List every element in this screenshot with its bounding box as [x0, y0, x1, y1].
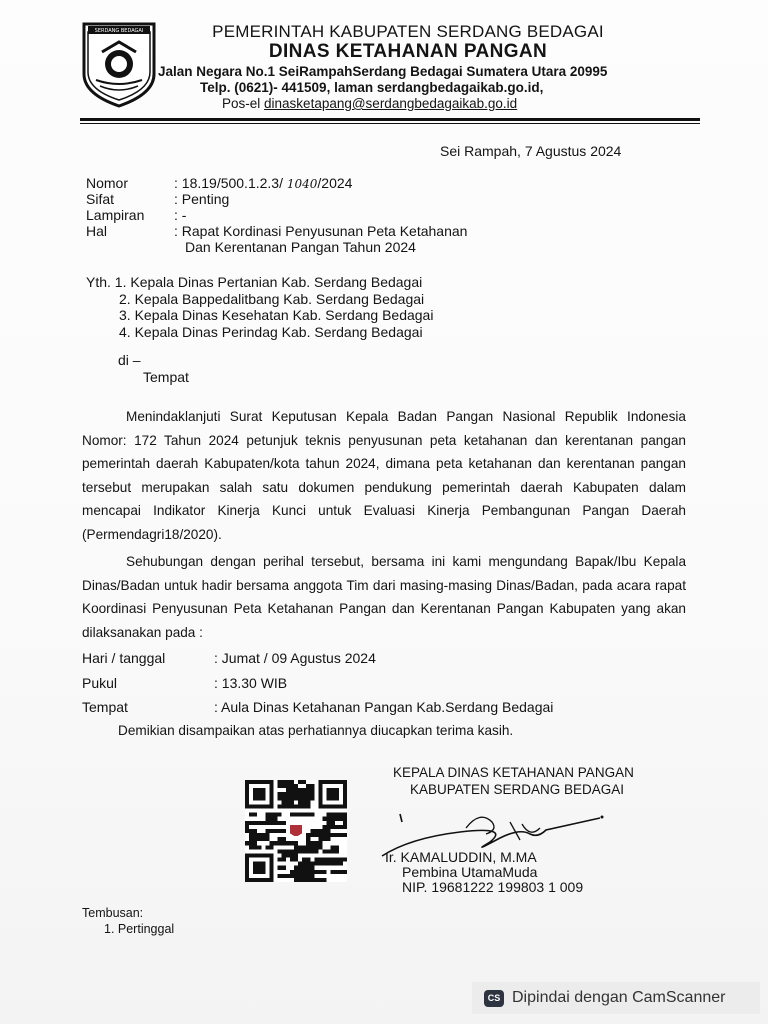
list-item: Yth. 1. Kepala Dinas Pertanian Kab. Serdang Bedagai: [86, 274, 423, 290]
event-place: [82, 699, 553, 715]
hal-label: Hal: [86, 223, 108, 239]
tempat-label: Tempat: [143, 369, 189, 385]
phone-web-line: Telp. (0621)- 441509, laman serdangbedagaikab.go.id,: [200, 80, 544, 95]
email-line: [222, 96, 517, 111]
signatory-nip: NIP. 19681222 199803 1 009: [402, 879, 584, 895]
body-paragraph-1: Menindaklanjuti Surat Keputusan Kepala Badan Pangan Nasional Republik Indonesia Nomor: 172 Tahun 2024 petunjuk teknis penyusunan peta ketahanan dan kerentanan pangan pemerintah daerah Kabupaten/kota tahun 2024, dimana peta ketahanan dan kerentanan pangan tersebut merupakan salah satu dokumen pendukung pemerintah daerah Kabupaten dalam mencapai Indikator Kinerja Kunci untuk Evaluasi Kinerja Pembangunan Pangan Daerah (Permendagri18/2020).: [82, 409, 686, 542]
day-label: Hari / tanggal: [82, 650, 166, 666]
signatory-title-1: KEPALA DINAS KETAHANAN PANGAN: [393, 765, 634, 780]
closing-sentence: Demikian disampaikan atas perhatiannya diucapkan terima kasih.: [118, 723, 514, 738]
signatory-title-2: KABUPATEN SERDANG BEDAGAI: [410, 782, 625, 797]
place-value: : Aula Dinas Ketahanan Pangan Kab.Serdang Bedagai: [214, 699, 554, 715]
meta-sifat: [86, 191, 230, 207]
meta-lampiran: [86, 207, 187, 223]
camscanner-icon: CS: [484, 990, 504, 1007]
tembusan-label: Tembusan:: [82, 906, 144, 920]
qr-code-icon: [245, 780, 347, 882]
camscanner-text: Dipindai dengan CamScanner: [512, 989, 726, 1006]
place-label: Tempat: [82, 699, 128, 715]
time-value: : 13.30 WIB: [214, 675, 288, 691]
letter-date: Sei Rampah, 7 Agustus 2024: [440, 143, 622, 159]
signatory-rank: Pembina UtamaMuda: [402, 864, 538, 880]
list-item: 3. Kepala Dinas Kesehatan Kab. Serdang Bedagai: [119, 307, 434, 323]
handwritten-number: 1040: [286, 177, 318, 191]
header-rule-thin: [80, 123, 700, 124]
time-label: Pukul: [82, 675, 118, 691]
sifat-label: Sifat: [86, 191, 115, 207]
email-label: Pos-el: [222, 96, 261, 111]
lampiran-label: Lampiran: [86, 207, 145, 223]
agency-title: DINAS KETAHANAN PANGAN: [268, 41, 548, 62]
nomor-value: : 18.19/500.1.2.3/ 1040/2024: [174, 175, 353, 191]
nomor-label: Nomor: [86, 175, 129, 191]
address-line: Jalan Negara No.1 SeiRampahSerdang Bedagai Sumatera Utara 20995: [158, 64, 608, 79]
meta-nomor: [86, 175, 353, 191]
hal-value-1: : Rapat Kordinasi Penyusunan Peta Ketahanan: [174, 223, 468, 239]
tembusan-item: 1. Pertinggal: [104, 922, 175, 936]
header-rule-thick: [80, 118, 700, 121]
government-title: PEMERINTAH KABUPATEN SERDANG BEDAGAI: [212, 22, 604, 41]
list-item: 2. Kepala Bappedalitbang Kab. Serdang Bedagai: [119, 290, 425, 307]
body-paragraph-2: Sehubungan dengan perihal tersebut, bersama ini kami mengundang Bapak/Ibu Kepala Dinas/Badan untuk hadir bersama anggota Tim dari masing-masing Dinas/Badan, pada acara rapat Koordinasi Penyusunan Peta Ketahanan Pangan dan Kerentanan Pangan Kabupaten yang akan dilaksanakan pada :: [82, 554, 686, 640]
sifat-value: : Penting: [174, 191, 230, 207]
svg-text:SERDANG BEDAGAI: SERDANG BEDAGAI: [94, 28, 144, 34]
day-value: : Jumat / 09 Agustus 2024: [214, 650, 376, 666]
meta-hal: [86, 223, 468, 239]
email-link[interactable]: dinasketapang@serdangbedagaikab.go.id: [264, 96, 518, 111]
signatory-name: Ir. KAMALUDDIN, M.MA: [385, 849, 537, 865]
lampiran-value: : -: [174, 207, 187, 223]
list-item: 4. Kepala Dinas Perindag Kab. Serdang Bedagai: [119, 323, 423, 340]
camscanner-watermark: [472, 982, 760, 1014]
di-label: di –: [118, 352, 141, 368]
recipient-list: [86, 274, 433, 340]
event-day: [82, 650, 376, 666]
event-time: [82, 675, 287, 691]
hal-value-2: Dan Kerentanan Pangan Tahun 2024: [185, 239, 416, 255]
